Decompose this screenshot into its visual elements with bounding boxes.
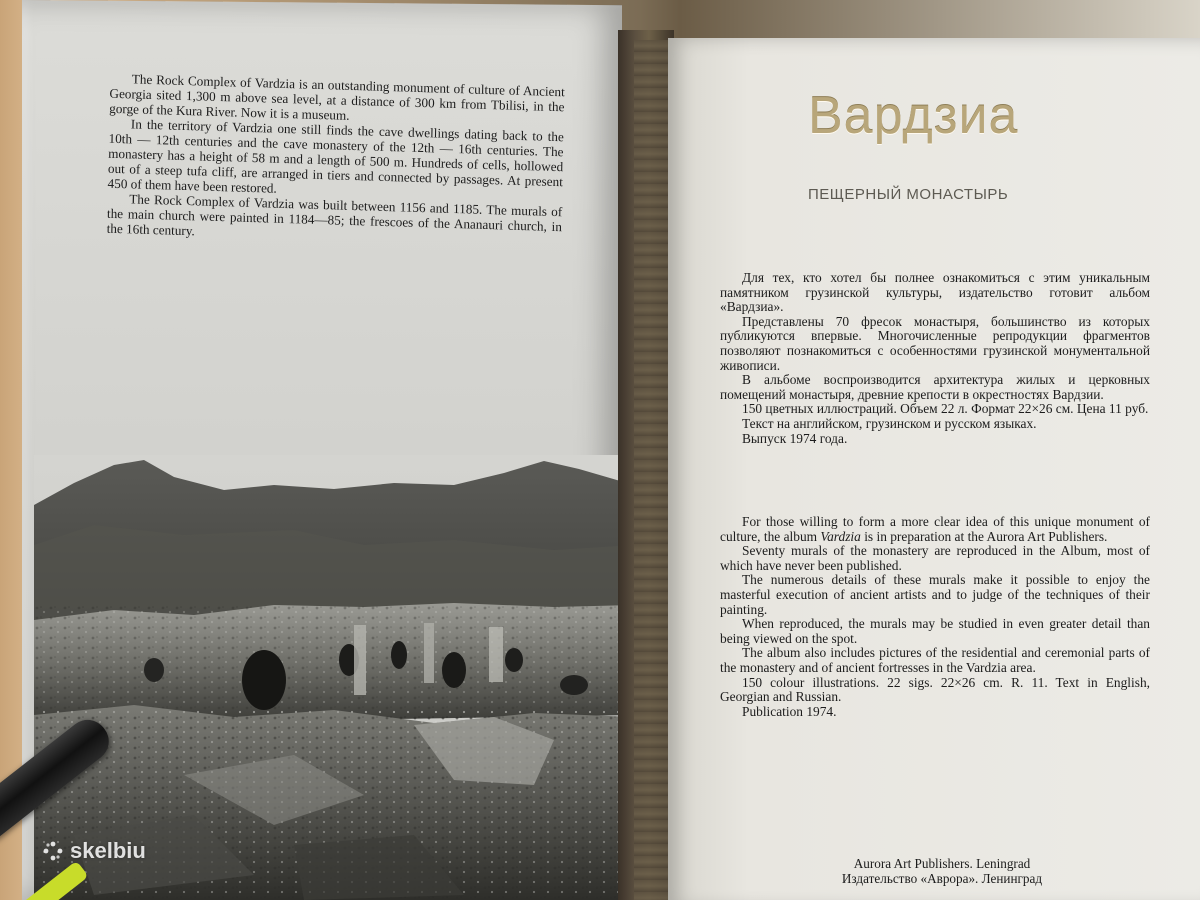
footer-line-russian: Издательство «Аврора». Ленинград — [841, 871, 1043, 886]
page-title: Вардзиа — [808, 87, 1019, 145]
english-paragraph: Seventy murals of the monastery are reproduced in the Album, most of which have never been published. — [720, 543, 1150, 573]
landscape-photograph — [34, 455, 634, 900]
russian-paragraph: Текст на английском, грузинском и русском языках. — [742, 415, 1037, 431]
left-paragraph: The Rock Complex of Vardzia was built between 1156 and 1185. The murals of the main church were painted in 1184—85; the frescoes of the Ananauri church, in the 16th century. — [106, 191, 563, 239]
left-page-text — [107, 71, 565, 249]
left-paragraph: The Rock Complex of Vardzia is an outstanding monument of culture of Ancient Georgia sited 1,300 m above sea level, at a distance of 300 km from Tbilisi, in the gorge of the Kura River. Now it is a museum. — [109, 71, 565, 123]
russian-paragraph: В альбоме воспроизводится архитектура жилых и церковных помещений монастыря, древние крепости в окрестностях Вардзии. — [720, 372, 1150, 402]
right-page — [668, 38, 1200, 900]
russian-text — [720, 271, 1150, 446]
watermark — [42, 838, 146, 864]
left-paragraph: In the territory of Vardzia one still finds the cave dwellings dating back to the 10th — 12th centuries and the cave monastery of the 12th — 16th centuries. The monastery has a height of 58 m and a length of 500 m. Hundreds of cells, hollowed out of a steep tufa cliff, are arranged in tiers and connected by passages. At present 450 of them have been restored. — [107, 116, 564, 196]
russian-paragraph: Представлены 70 фресок монастыря, большинство из которых публикуются впервые. Многочисленные репродукции фрагментов позволяют познакомиться с особенностями грузинской монументальной живописи. — [720, 313, 1150, 373]
watermark-text: skelbiu — [70, 838, 146, 863]
mountain-cliff-picture — [34, 455, 634, 900]
english-text — [720, 515, 1150, 719]
english-paragraph: 150 colour illustrations. 22 sigs. 22×26 cm. R. 11. Text in English, Georgian and Russian. — [720, 674, 1150, 705]
english-paragraph: The numerous details of these murals make it possible to enjoy the masterful execution of ancient artists and to judge of the techniques of their painting. — [720, 572, 1150, 617]
russian-paragraph: 150 цветных иллюстраций. Объем 22 л. Формат 22×26 см. Цена 11 руб. — [742, 401, 1149, 417]
english-paragraph: The album also includes pictures of the residential and ceremonial parts of the monastery and of ancient fortresses in the Vardzia area. — [720, 645, 1150, 675]
page-subtitle: ПЕЩЕРНЫЙ МОНАСТЫРЬ — [808, 186, 1009, 203]
english-paragraph: Publication 1974. — [742, 703, 837, 719]
russian-paragraph: Выпуск 1974 года. — [742, 430, 848, 446]
english-paragraph: For those willing to form a more clear idea of this unique monument of culture, the album Vardzia is in preparation at the Aurora Art Publishers. — [720, 514, 1150, 544]
russian-paragraph: Для тех, кто хотел бы полнее ознакомиться с этим уникальным памятником грузинской культуры, издательство готовит альбом «Вардзиа». — [720, 270, 1150, 315]
english-paragraph: When reproduced, the murals may be studied in even greater detail than being viewed on the spot. — [720, 616, 1150, 646]
publisher-footer — [792, 856, 1092, 886]
watermark-dots-icon — [42, 840, 64, 862]
footer-line-english: Aurora Art Publishers. Leningrad — [853, 856, 1031, 871]
album-title-italic: Vardzia — [820, 528, 861, 544]
